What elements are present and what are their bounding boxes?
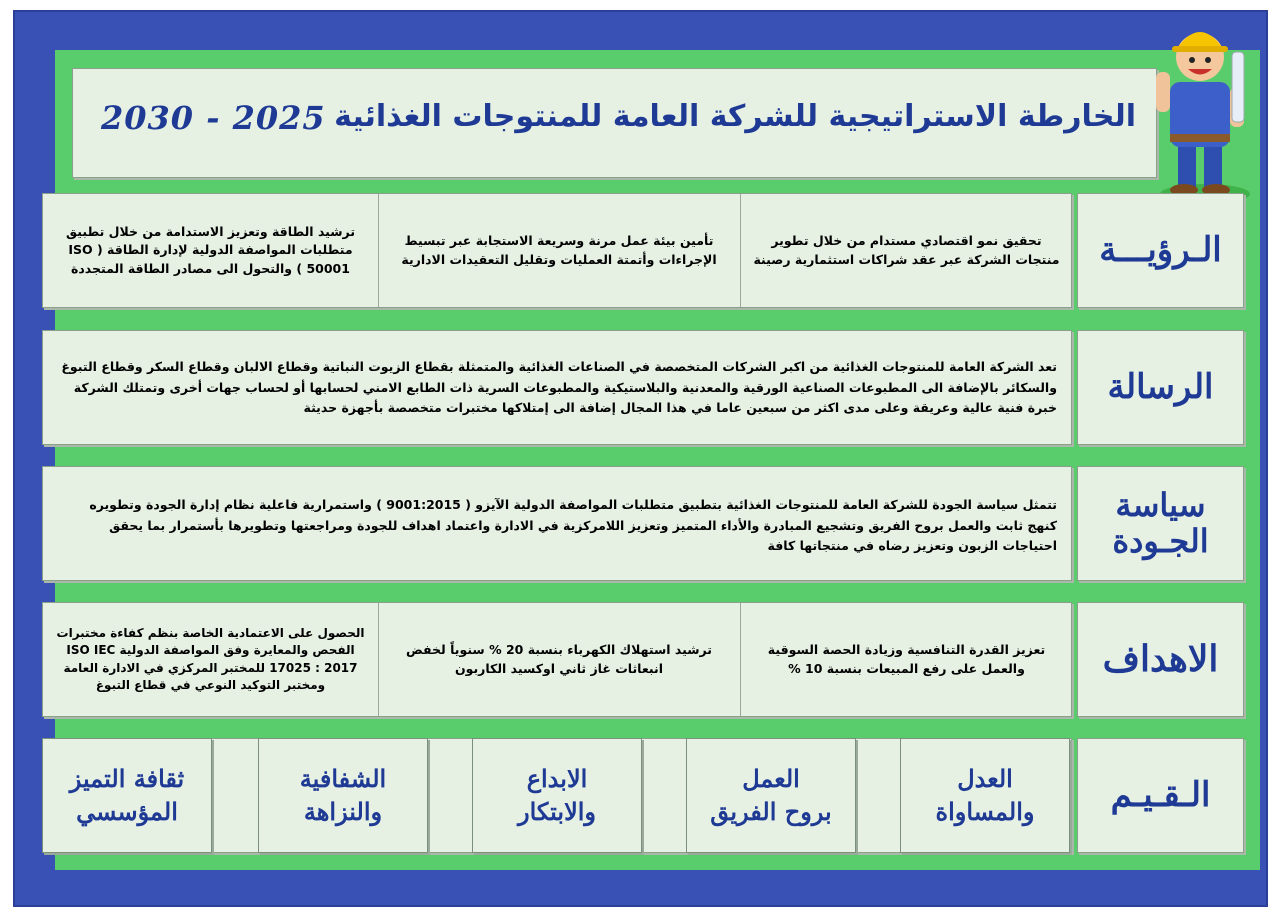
value-excellence-line2: المؤسسي [76, 796, 178, 826]
vision-label-box [1077, 193, 1244, 308]
mission-label-box [1077, 330, 1244, 445]
value-justice [900, 738, 1070, 853]
goals-divider-1 [740, 603, 741, 716]
vision-item-2: تأمين بيئة عمل مرنة وسريعة الاستجابة عبر تبسيط الإجراءات وأتمتة العمليات وتقليل التعقيدات الادارية [401, 233, 717, 267]
construction-worker-thumbs-up-icon [1150, 12, 1250, 212]
title-box [72, 68, 1157, 178]
goals-divider-2 [378, 603, 379, 716]
quality-text: تتمثل سياسة الجودة للشركة العامة للمنتوجات الغذائية بتطبيق متطلبات المواصفة الدولية الآيزو ( 9001:2015 ) واستمرارية فاعلية نظام إدارة الجودة وتطويره كنهج ثابت والعمل بروح الفريق وتشجيع المبادرة والأداء المتميز وتعزيز اللامركزية في الادارة واعتماد اهداف للجودة ومراجعتها وتطويرها بأستمرار بما يحقق احتياجات الزبون وتعزيز رضاه في منتجاتها كافة [89, 497, 1057, 554]
vision-divider-1 [740, 194, 741, 307]
quality-content-box [42, 466, 1072, 581]
vision-item-1: تحقيق نمو اقتصادي مستدام من خلال تطوير منتجات الشركة عبر عقد شراكات استثمارية رصينة [753, 233, 1060, 267]
mission-label: الرسالة [1107, 366, 1214, 407]
value-transparency [258, 738, 428, 853]
mission-text: تعد الشركة العامة للمنتوجات الغذائية من اكبر الشركات المتخصصة في الصناعات الغذائية والمتمثلة بقطاع الزيوت النباتية وقطاع الالبان وقطاع السكر وقطاع التبوغ والسكائر بالإضافة الى المطبوعات الصناعية الورقية والمعدنية والبلاستيكية والمطبوعات السرية ذات الطابع الامني لحسابها أو لحساب جهات أخرى وتمتلك الشركة خبرة فنية عالية وعريقة وعلى مدى اكثر من سبعين عاما في هذا المجال إضافة الى إمتلاكها مختبرات متخصصة بأجهزة حديثة [61, 359, 1057, 416]
vision-item-3: ترشيد الطاقة وتعزيز الاستدامة من خلال تطبيق متطلبات المواصفة الدولية لإدارة الطاقة ( ISO 50001 ) والتحول الى مصادر الطاقة المتجددة [65, 224, 356, 276]
value-justice-line1: العدل [957, 764, 1013, 794]
quality-label [1078, 467, 1243, 580]
goals-content-box [42, 602, 1072, 717]
value-teamwork-line1: العمل [742, 764, 800, 794]
vision-divider-2 [378, 194, 379, 307]
quality-label-line2: الجـودة [1112, 521, 1209, 560]
value-creativity [472, 738, 642, 853]
vision-content-box [42, 193, 1072, 308]
value-excellence [42, 738, 212, 853]
value-transparency-line2: والنزاهة [303, 796, 383, 826]
goals-item-1: تعزيز القدرة التنافسية وزيادة الحصة السوقية والعمل على رفع المبيعات بنسبة 10 % [767, 642, 1046, 676]
value-creativity-line2: والابتكار [517, 796, 597, 826]
value-creativity-line1: الابداع [526, 764, 588, 794]
values-label-box [1077, 738, 1244, 853]
value-justice-line2: والمساواة [935, 796, 1035, 826]
quality-label-box [1077, 466, 1244, 581]
value-excellence-line1: ثقافة التميز [69, 764, 185, 794]
value-teamwork-line2: بروح الفريق [710, 796, 832, 826]
vision-label: الـرؤيـــة [1099, 229, 1222, 270]
page-title: الخارطة الاستراتيجية للشركة العامة للمنتوجات الغذائية [334, 99, 1136, 134]
goals-label: الاهداف [1102, 637, 1219, 680]
value-transparency-line1: الشفافية [299, 764, 387, 794]
title-years: 2030 - 2025 [101, 99, 326, 137]
value-teamwork [686, 738, 856, 853]
goals-item-2: ترشيد استهلاك الكهرباء بنسبة 20 % سنوياً لخفض انبعاثات غاز ثاني اوكسيد الكاربون [406, 642, 712, 676]
goals-label-box [1077, 602, 1244, 717]
goals-item-3: الحصول على الاعتمادية الخاصة بنظم كفاءة مختبرات الفحص والمعايرة وفق المواصفة الدولية ISO IEC 17025 : 2017 للمختبر المركزي في الادارة العامة ومختبر التوكيد النوعي في قطاع التبوغ [56, 625, 365, 692]
mission-content-box [42, 330, 1072, 445]
quality-label-line1: سياسة [1115, 486, 1206, 525]
values-label: الـقـيـم [1110, 774, 1211, 815]
